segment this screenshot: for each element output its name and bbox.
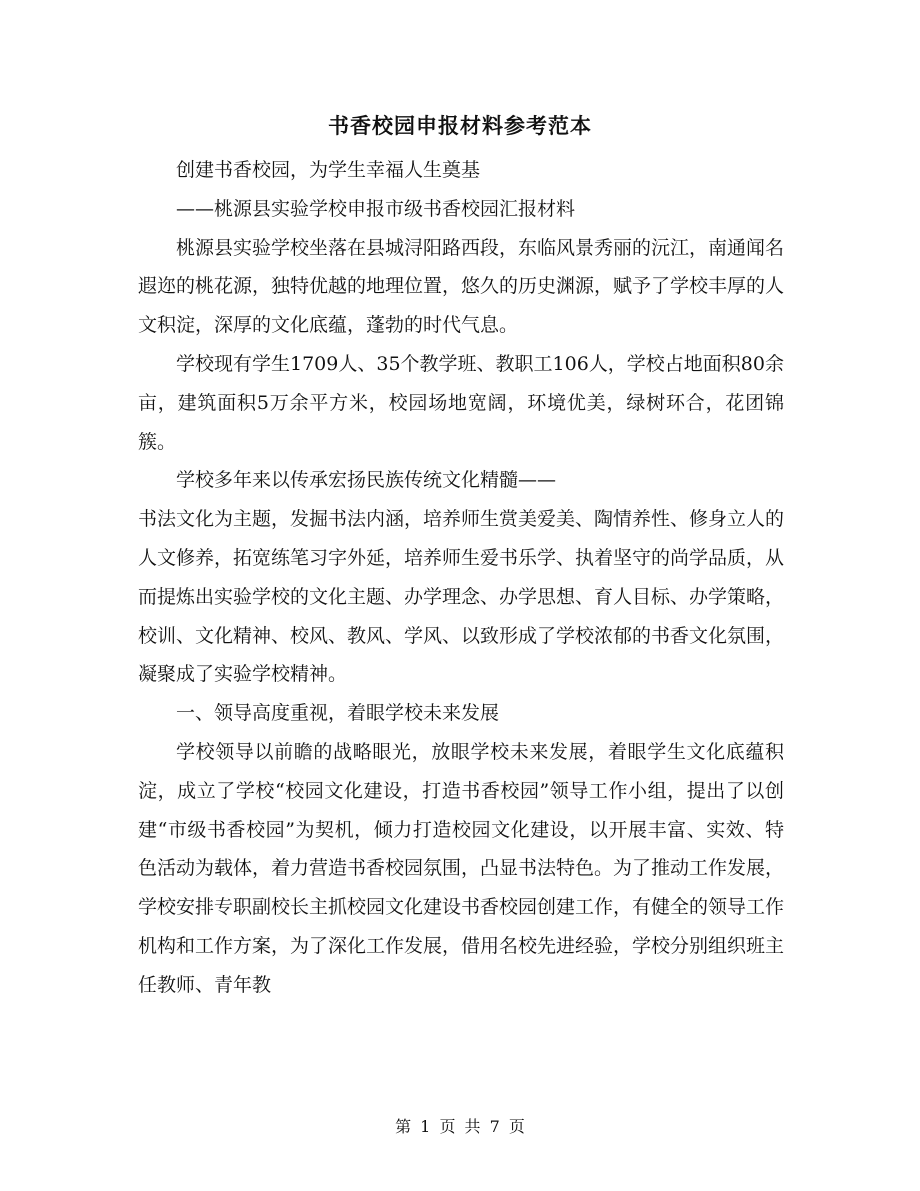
subtitle-paragraph: 创建书香校园，为学生幸福人生奠基 xyxy=(176,159,481,181)
body-paragraph: 学校多年来以传承宏扬民族传统文化精髓—— xyxy=(176,469,557,492)
body-paragraph: 书法文化为主题，发掘书法内涵，培养师生赏美爱美、陶情养性、修身立人的人文修养，拓宽练笔习字外延，培养师生爱书乐学、执着坚守的尚学品质，从而提炼出实验学校的文化主题、办学理念、办学思想、育人目标、办学策略，校训、文化精神、校风、教风、学风、以致形成了学校浓郁的书香文化氛围，凝聚成了实验学校精神。 xyxy=(138,508,785,686)
page-number-footer: 第 1 页 共 7 页 xyxy=(395,1117,525,1136)
document-title: 书香校园申报材料参考范本 xyxy=(328,113,592,138)
body-paragraph: 学校现有学生1709人、35个教学班、教职工106人，学校占地面积80余亩，建筑面积5万余平方米，校园场地宽阔，环境优美，绿树环合，花团锦簇。 xyxy=(138,352,784,453)
subheading-paragraph: ——桃源县实验学校申报市级书香校园汇报材料 xyxy=(176,197,576,220)
document-body xyxy=(138,151,784,1005)
body-paragraph: 桃源县实验学校坐落在县城浔阳路西段，东临风景秀丽的沅江，南通闻名遐迩的桃花源，独特优越的地理位置，悠久的历史渊源，赋予了学校丰厚的人文积淀，深厚的文化底蕴，蓬勃的时代气息。 xyxy=(138,236,785,337)
body-paragraph: 学校领导以前瞻的战略眼光，放眼学校未来发展，着眼学生文化底蕴积淀，成立了学校“校园文化建设，打造书香校园”领导工作小组，提出了以创建“市级书香校园”为契机，倾力打造校园文化建设，以开展丰富、实效、特色活动为载体，着力营造书香校园氛围，凸显书法特色。为了推动工作发展，学校安排专职副校长主抓校园文化建设书香校园创建工作，有健全的领导工作机构和工作方案，为了深化工作发展，借用名校先进经验，学校分别组织班主任教师、青年教 xyxy=(138,740,785,996)
section-heading: 一、领导高度重视，着眼学校未来发展 xyxy=(176,702,500,725)
